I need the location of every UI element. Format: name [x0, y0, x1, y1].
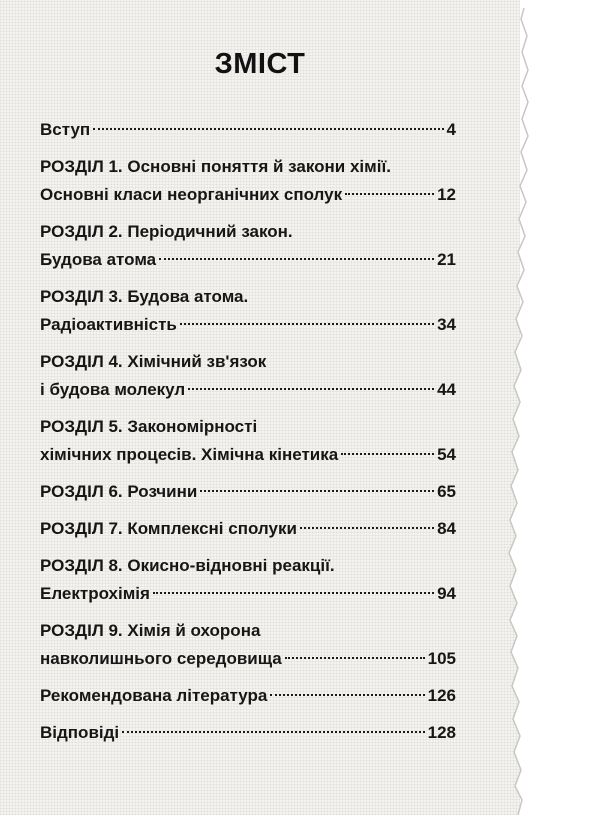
toc-page-number: 65 — [437, 482, 456, 501]
toc-page-number: 94 — [437, 584, 456, 603]
toc-page-number: 84 — [437, 519, 456, 538]
toc-entry-heading-text: РОЗДІЛ 3. Будова атома. — [40, 287, 249, 306]
toc-entry-label: Відповіді — [40, 723, 120, 742]
toc-page-number: 126 — [427, 686, 456, 705]
toc-page-number: 12 — [437, 185, 456, 204]
toc-entry-heading-text: РОЗДІЛ 4. Хімічний зв'язок — [40, 352, 267, 371]
toc-page-number: 128 — [427, 723, 456, 742]
toc-entry-heading-text: РОЗДІЛ 1. Основні поняття й закони хімії. — [40, 157, 391, 176]
toc-entry-label: навколишнього середовища — [40, 649, 282, 668]
toc-entry-label: РОЗДІЛ 7. Комплексні сполуки — [40, 519, 297, 538]
toc-entry-label: РОЗДІЛ 6. Розчини — [40, 482, 198, 501]
toc-entry-label: Основні класи неорганічних сполук — [40, 185, 343, 204]
page-title: ЗМІСТ — [214, 48, 306, 80]
toc-entry-label: Будова атома — [40, 250, 157, 269]
toc-entry-heading-text: РОЗДІЛ 2. Періодичний закон. — [40, 222, 293, 241]
toc-entry-label: Радіоактивність — [40, 315, 177, 334]
toc-entry-heading-text: РОЗДІЛ 8. Окисно-відновні реакції. — [40, 556, 335, 575]
toc-entry-label: Рекомендована література — [40, 686, 268, 705]
toc-entry-label: Вступ — [40, 120, 91, 139]
toc-entry-heading-text: РОЗДІЛ 5. Закономірності — [40, 417, 258, 436]
toc-page-number: 4 — [446, 120, 456, 139]
toc-entry-label: і будова молекул — [40, 380, 186, 399]
toc-page-number: 34 — [437, 315, 456, 334]
toc-entry-heading-text: РОЗДІЛ 9. Хімія й охорона — [40, 621, 261, 640]
toc-entry-label: Електрохімія — [40, 584, 150, 603]
toc-page-number: 21 — [437, 250, 456, 269]
toc-entry-label: хімічних процесів. Хімічна кінетика — [40, 445, 339, 464]
toc-page-number: 44 — [437, 380, 456, 399]
toc-page-number: 105 — [427, 649, 456, 668]
toc-page-number: 54 — [437, 445, 456, 464]
